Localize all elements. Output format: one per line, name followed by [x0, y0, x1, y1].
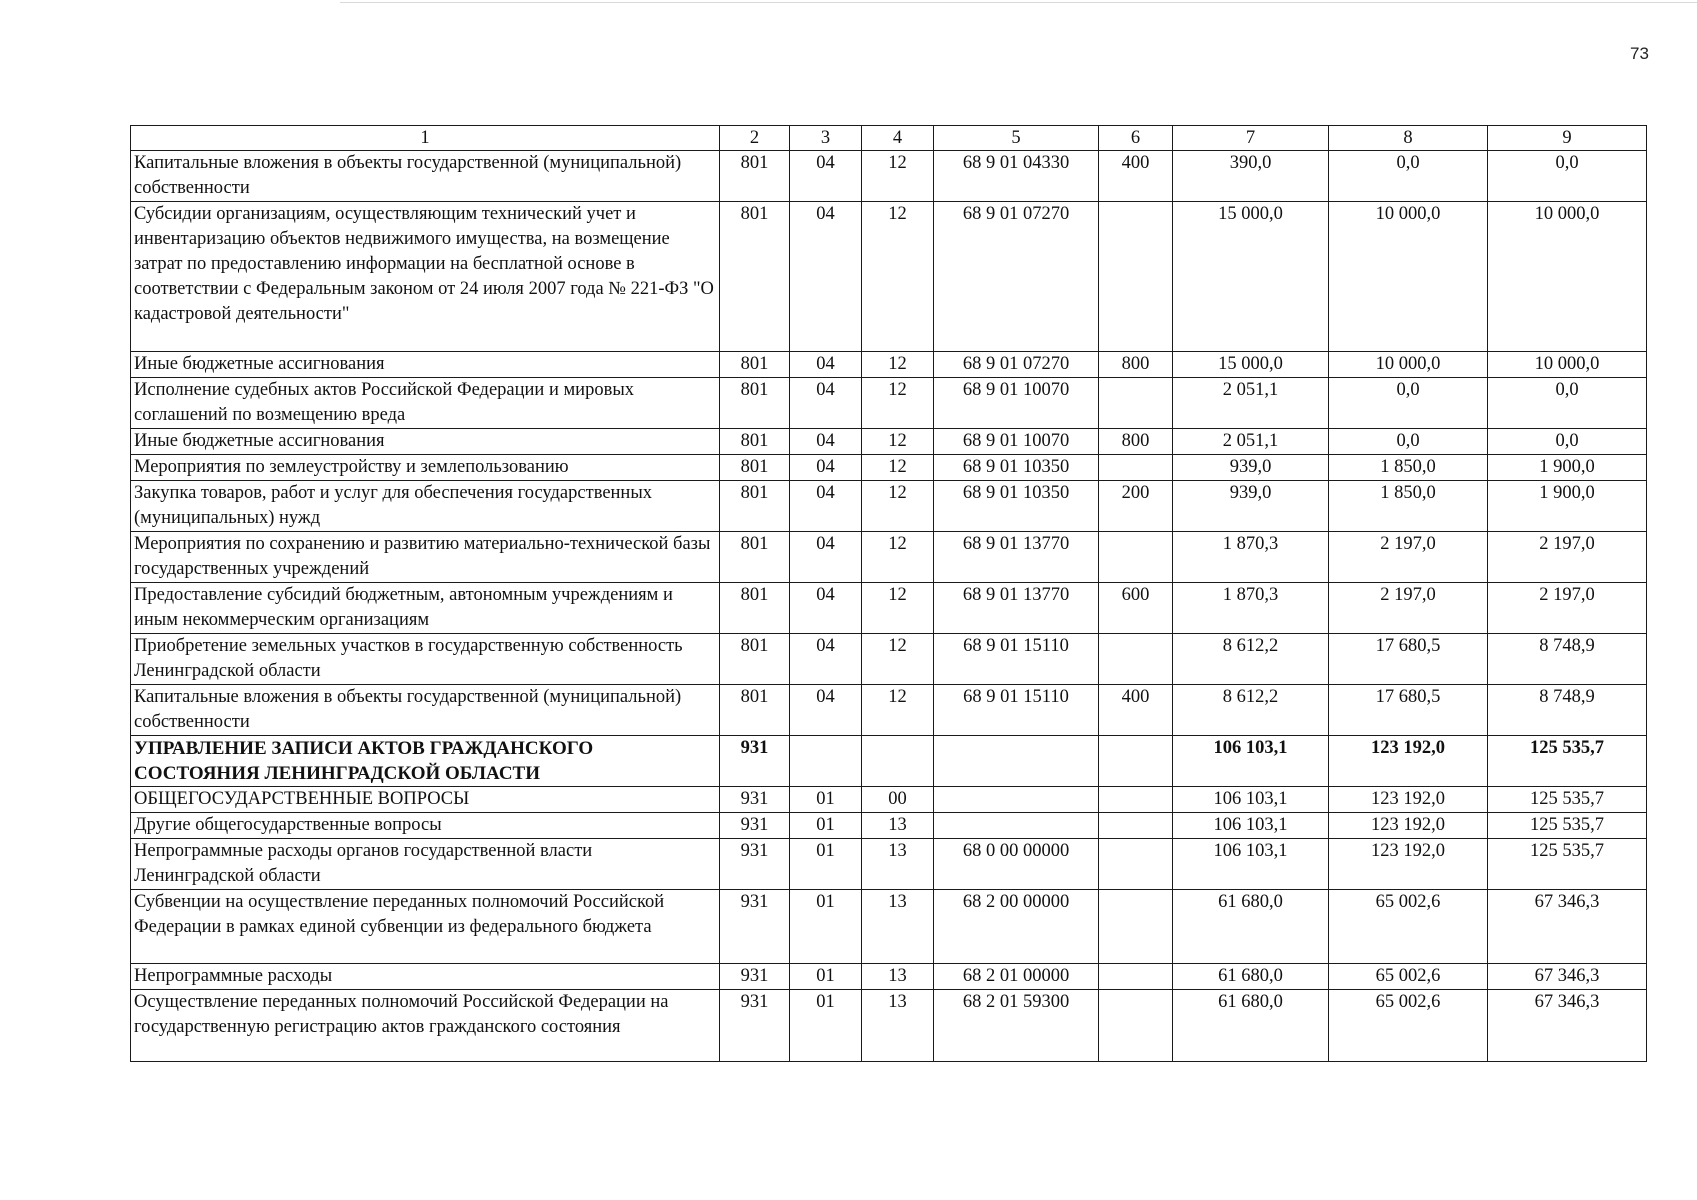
amount-col8: 1 850,0 — [1329, 455, 1488, 481]
amount-col7: 1 870,3 — [1173, 583, 1329, 634]
expense-type-code — [1099, 634, 1173, 685]
column-header: 1 — [131, 126, 720, 151]
amount-col7: 15 000,0 — [1173, 202, 1329, 352]
subsection-code: 01 — [790, 813, 862, 839]
expense-type-code — [1099, 532, 1173, 583]
amount-col7: 106 103,1 — [1173, 839, 1329, 890]
section-code: 931 — [720, 813, 790, 839]
subsection-code: 01 — [790, 787, 862, 813]
expense-type-code — [1099, 839, 1173, 890]
target-article-code — [934, 736, 1099, 787]
amount-col8: 65 002,6 — [1329, 990, 1488, 1062]
row-name: Исполнение судебных актов Российской Федерации и мировых соглашений по возмещению вреда — [131, 378, 720, 429]
amount-col9: 125 535,7 — [1488, 787, 1647, 813]
amount-col8: 0,0 — [1329, 151, 1488, 202]
section-code: 931 — [720, 890, 790, 964]
chapter-code: 13 — [862, 990, 934, 1062]
subsection-code — [790, 736, 862, 787]
row-name: Мероприятия по землеустройству и землепользованию — [131, 455, 720, 481]
section-code: 801 — [720, 455, 790, 481]
amount-col9: 2 197,0 — [1488, 532, 1647, 583]
amount-col7: 61 680,0 — [1173, 990, 1329, 1062]
column-header: 6 — [1099, 126, 1173, 151]
row-name: Непрограммные расходы — [131, 964, 720, 990]
subsection-code: 04 — [790, 634, 862, 685]
expense-type-code: 800 — [1099, 429, 1173, 455]
amount-col9: 67 346,3 — [1488, 890, 1647, 964]
table-row — [131, 813, 1647, 839]
row-name: Другие общегосударственные вопросы — [131, 813, 720, 839]
subsection-code: 01 — [790, 839, 862, 890]
chapter-code: 12 — [862, 378, 934, 429]
amount-col8: 65 002,6 — [1329, 964, 1488, 990]
row-name: Мероприятия по сохранению и развитию материально-технической базы государственных учреждений — [131, 532, 720, 583]
section-code: 931 — [720, 787, 790, 813]
amount-col9: 125 535,7 — [1488, 813, 1647, 839]
chapter-code: 12 — [862, 352, 934, 378]
amount-col8: 0,0 — [1329, 429, 1488, 455]
column-header: 5 — [934, 126, 1099, 151]
table-row — [131, 583, 1647, 634]
subsection-code: 04 — [790, 429, 862, 455]
chapter-code: 13 — [862, 813, 934, 839]
row-name: Субвенции на осуществление переданных полномочий Российской Федерации в рамках единой субвенции из федерального бюджета — [131, 890, 720, 964]
expense-type-code: 400 — [1099, 685, 1173, 736]
table-row — [131, 634, 1647, 685]
target-article-code: 68 9 01 15110 — [934, 685, 1099, 736]
amount-col7: 8 612,2 — [1173, 634, 1329, 685]
table-row — [131, 429, 1647, 455]
chapter-code: 12 — [862, 583, 934, 634]
row-name: УПРАВЛЕНИЕ ЗАПИСИ АКТОВ ГРАЖДАНСКОГО СОСТОЯНИЯ ЛЕНИНГРАДСКОЙ ОБЛАСТИ — [131, 736, 720, 787]
chapter-code — [862, 736, 934, 787]
section-code: 801 — [720, 685, 790, 736]
section-code: 931 — [720, 736, 790, 787]
section-code: 801 — [720, 583, 790, 634]
amount-col9: 8 748,9 — [1488, 685, 1647, 736]
amount-col8: 123 192,0 — [1329, 839, 1488, 890]
section-code: 931 — [720, 964, 790, 990]
target-article-code: 68 9 01 13770 — [934, 532, 1099, 583]
section-code: 801 — [720, 634, 790, 685]
table-row — [131, 481, 1647, 532]
expense-type-code — [1099, 890, 1173, 964]
expense-type-code: 800 — [1099, 352, 1173, 378]
amount-col7: 8 612,2 — [1173, 685, 1329, 736]
amount-col7: 939,0 — [1173, 481, 1329, 532]
target-article-code: 68 9 01 13770 — [934, 583, 1099, 634]
amount-col9: 125 535,7 — [1488, 736, 1647, 787]
table-row — [131, 736, 1647, 787]
column-header: 3 — [790, 126, 862, 151]
row-name: Иные бюджетные ассигнования — [131, 429, 720, 455]
chapter-code: 12 — [862, 481, 934, 532]
table-row — [131, 890, 1647, 964]
expense-type-code — [1099, 202, 1173, 352]
section-code: 931 — [720, 990, 790, 1062]
chapter-code: 12 — [862, 455, 934, 481]
expense-type-code: 600 — [1099, 583, 1173, 634]
row-name: Капитальные вложения в объекты государственной (муниципальной) собственности — [131, 685, 720, 736]
amount-col9: 2 197,0 — [1488, 583, 1647, 634]
target-article-code: 68 2 01 59300 — [934, 990, 1099, 1062]
section-code: 931 — [720, 839, 790, 890]
amount-col8: 65 002,6 — [1329, 890, 1488, 964]
target-article-code: 68 2 00 00000 — [934, 890, 1099, 964]
expense-type-code: 200 — [1099, 481, 1173, 532]
amount-col8: 10 000,0 — [1329, 202, 1488, 352]
subsection-code: 04 — [790, 352, 862, 378]
amount-col7: 61 680,0 — [1173, 964, 1329, 990]
column-header: 8 — [1329, 126, 1488, 151]
expense-type-code: 400 — [1099, 151, 1173, 202]
amount-col7: 15 000,0 — [1173, 352, 1329, 378]
table-row — [131, 378, 1647, 429]
table-row — [131, 455, 1647, 481]
table-row — [131, 787, 1647, 813]
expense-type-code — [1099, 787, 1173, 813]
expense-type-code — [1099, 813, 1173, 839]
amount-col7: 106 103,1 — [1173, 813, 1329, 839]
column-header: 9 — [1488, 126, 1647, 151]
table-row — [131, 202, 1647, 352]
table-row — [131, 532, 1647, 583]
row-name: Иные бюджетные ассигнования — [131, 352, 720, 378]
subsection-code: 04 — [790, 583, 862, 634]
row-name: Приобретение земельных участков в государственную собственность Ленинградской области — [131, 634, 720, 685]
chapter-code: 12 — [862, 151, 934, 202]
row-name: Предоставление субсидий бюджетным, автономным учреждениям и иным некоммерческим организациям — [131, 583, 720, 634]
section-code: 801 — [720, 378, 790, 429]
expense-type-code — [1099, 964, 1173, 990]
amount-col8: 123 192,0 — [1329, 787, 1488, 813]
amount-col9: 0,0 — [1488, 429, 1647, 455]
subsection-code: 04 — [790, 202, 862, 352]
row-name: ОБЩЕГОСУДАРСТВЕННЫЕ ВОПРОСЫ — [131, 787, 720, 813]
chapter-code: 12 — [862, 532, 934, 583]
target-article-code — [934, 787, 1099, 813]
row-name: Непрограммные расходы органов государственной власти Ленинградской области — [131, 839, 720, 890]
amount-col7: 390,0 — [1173, 151, 1329, 202]
amount-col8: 2 197,0 — [1329, 532, 1488, 583]
amount-col8: 2 197,0 — [1329, 583, 1488, 634]
amount-col9: 0,0 — [1488, 378, 1647, 429]
row-name: Капитальные вложения в объекты государственной (муниципальной) собственности — [131, 151, 720, 202]
expense-type-code — [1099, 736, 1173, 787]
amount-col7: 2 051,1 — [1173, 378, 1329, 429]
chapter-code: 13 — [862, 890, 934, 964]
subsection-code: 04 — [790, 532, 862, 583]
table-row — [131, 352, 1647, 378]
column-number-row — [131, 126, 1647, 151]
table-row — [131, 964, 1647, 990]
target-article-code: 68 9 01 04330 — [934, 151, 1099, 202]
section-code: 801 — [720, 532, 790, 583]
amount-col9: 10 000,0 — [1488, 202, 1647, 352]
amount-col8: 1 850,0 — [1329, 481, 1488, 532]
subsection-code: 04 — [790, 455, 862, 481]
amount-col7: 939,0 — [1173, 455, 1329, 481]
row-name: Закупка товаров, работ и услуг для обеспечения государственных (муниципальных) нужд — [131, 481, 720, 532]
table-row — [131, 151, 1647, 202]
row-name: Субсидии организациям, осуществляющим технический учет и инвентаризацию объектов недвижимого имущества, на возмещение затрат по предоставлению информации на бесплатной основе в соответствии с Федеральным законом от 24 июля 2007 года № 221-ФЗ "О кадастровой деятельности" — [131, 202, 720, 352]
target-article-code: 68 9 01 15110 — [934, 634, 1099, 685]
budget-table — [130, 125, 1647, 1062]
page-number: 73 — [1630, 44, 1649, 63]
expense-type-code — [1099, 990, 1173, 1062]
amount-col9: 1 900,0 — [1488, 455, 1647, 481]
table-row — [131, 839, 1647, 890]
amount-col8: 17 680,5 — [1329, 634, 1488, 685]
target-article-code: 68 9 01 10070 — [934, 429, 1099, 455]
subsection-code: 01 — [790, 990, 862, 1062]
section-code: 801 — [720, 429, 790, 455]
column-header: 7 — [1173, 126, 1329, 151]
table-body — [131, 151, 1647, 1062]
column-header: 2 — [720, 126, 790, 151]
amount-col8: 17 680,5 — [1329, 685, 1488, 736]
expense-type-code — [1099, 455, 1173, 481]
chapter-code: 12 — [862, 429, 934, 455]
amount-col9: 0,0 — [1488, 151, 1647, 202]
section-code: 801 — [720, 481, 790, 532]
table-row — [131, 990, 1647, 1062]
row-name: Осуществление переданных полномочий Российской Федерации на государственную регистрацию актов гражданского состояния — [131, 990, 720, 1062]
amount-col8: 123 192,0 — [1329, 736, 1488, 787]
amount-col9: 67 346,3 — [1488, 990, 1647, 1062]
amount-col8: 10 000,0 — [1329, 352, 1488, 378]
target-article-code — [934, 813, 1099, 839]
column-header: 4 — [862, 126, 934, 151]
amount-col7: 106 103,1 — [1173, 736, 1329, 787]
subsection-code: 01 — [790, 964, 862, 990]
subsection-code: 04 — [790, 685, 862, 736]
amount-col7: 2 051,1 — [1173, 429, 1329, 455]
amount-col8: 0,0 — [1329, 378, 1488, 429]
section-code: 801 — [720, 151, 790, 202]
chapter-code: 12 — [862, 685, 934, 736]
amount-col8: 123 192,0 — [1329, 813, 1488, 839]
amount-col9: 67 346,3 — [1488, 964, 1647, 990]
amount-col7: 1 870,3 — [1173, 532, 1329, 583]
chapter-code: 12 — [862, 634, 934, 685]
chapter-code: 12 — [862, 202, 934, 352]
subsection-code: 04 — [790, 481, 862, 532]
subsection-code: 04 — [790, 151, 862, 202]
chapter-code: 00 — [862, 787, 934, 813]
target-article-code: 68 2 01 00000 — [934, 964, 1099, 990]
target-article-code: 68 9 01 10350 — [934, 481, 1099, 532]
target-article-code: 68 9 01 10350 — [934, 455, 1099, 481]
chapter-code: 13 — [862, 839, 934, 890]
amount-col9: 8 748,9 — [1488, 634, 1647, 685]
scan-edge-line — [340, 2, 1697, 3]
target-article-code: 68 9 01 07270 — [934, 202, 1099, 352]
table-row — [131, 685, 1647, 736]
amount-col9: 125 535,7 — [1488, 839, 1647, 890]
amount-col7: 61 680,0 — [1173, 890, 1329, 964]
amount-col9: 1 900,0 — [1488, 481, 1647, 532]
expense-type-code — [1099, 378, 1173, 429]
target-article-code: 68 9 01 10070 — [934, 378, 1099, 429]
target-article-code: 68 9 01 07270 — [934, 352, 1099, 378]
subsection-code: 01 — [790, 890, 862, 964]
amount-col9: 10 000,0 — [1488, 352, 1647, 378]
section-code: 801 — [720, 352, 790, 378]
subsection-code: 04 — [790, 378, 862, 429]
amount-col7: 106 103,1 — [1173, 787, 1329, 813]
target-article-code: 68 0 00 00000 — [934, 839, 1099, 890]
chapter-code: 13 — [862, 964, 934, 990]
section-code: 801 — [720, 202, 790, 352]
